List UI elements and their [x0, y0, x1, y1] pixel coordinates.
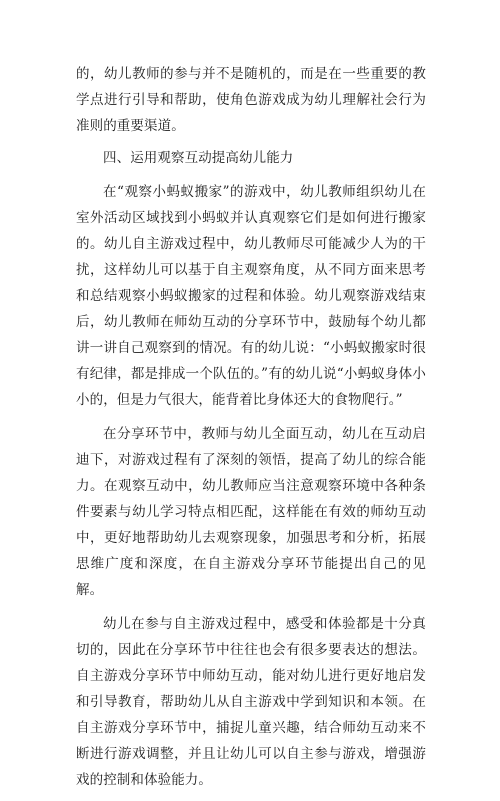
paragraph-autonomous-play: 幼儿在参与自主游戏过程中，感受和体验都是十分真切的，因此在分享环节中往往也会有很多要表达的想法。自主游戏分享环节中师幼互动，能对幼儿进行更好地启发和引导教育，帮助幼儿从自主游戏中学到知识和本领。在自主游戏分享环节中，捕捉儿童兴趣，结合师幼互动来不断进行游戏调整，并且让幼儿可以自主参与游戏，增强游戏的控制和体验能力。 [76, 616, 426, 788]
paragraph-sharing-interaction: 在分享环节中，教师与幼儿全面互动，幼儿在互动启迪下，对游戏过程有了深刻的领悟，提高了幼儿的综合能力。在观察互动中，幼儿教师应当注意观察环境中各种条件要素与幼儿学习特点相匹配，这样能在有效的师幼互动中，更好地帮助幼儿去观察现象，加强思考和分析，拓展思维广度和深度，在自主游戏分享环节能提出自己的见解。 [76, 426, 426, 598]
document-page [76, 61, 426, 801]
section-heading: 四、运用观察互动提高幼儿能力 [103, 150, 294, 166]
paragraph-continuation: 的，幼儿教师的参与并不是随机的，而是在一些重要的教学点进行引导和帮助，使角色游戏成为幼儿理解社会行为准则的重要渠道。 [76, 66, 426, 134]
paragraph-ant-observation: 在“观察小蚂蚁搬家”的游戏中，幼儿教师组织幼儿在室外活动区域找到小蚂蚁并认真观察它们是如何进行搬家的。幼儿自主游戏过程中，幼儿教师尽可能减少人为的干扰，这样幼儿可以基于自主观察角度，从不同方面来思考和总结观察小蚂蚁搬家的过程和体验。幼儿观察游戏结束后，幼儿教师在师幼互动的分享环节中，鼓励每个幼儿都讲一讲自己观察到的情况。有的幼儿说：“小蚂蚁搬家时很有纪律，都是排成一个队伍的。”有的幼儿说“小蚂蚁身体小小的，但是力气很大，能背着比身体还大的食物爬行。” [76, 184, 426, 408]
